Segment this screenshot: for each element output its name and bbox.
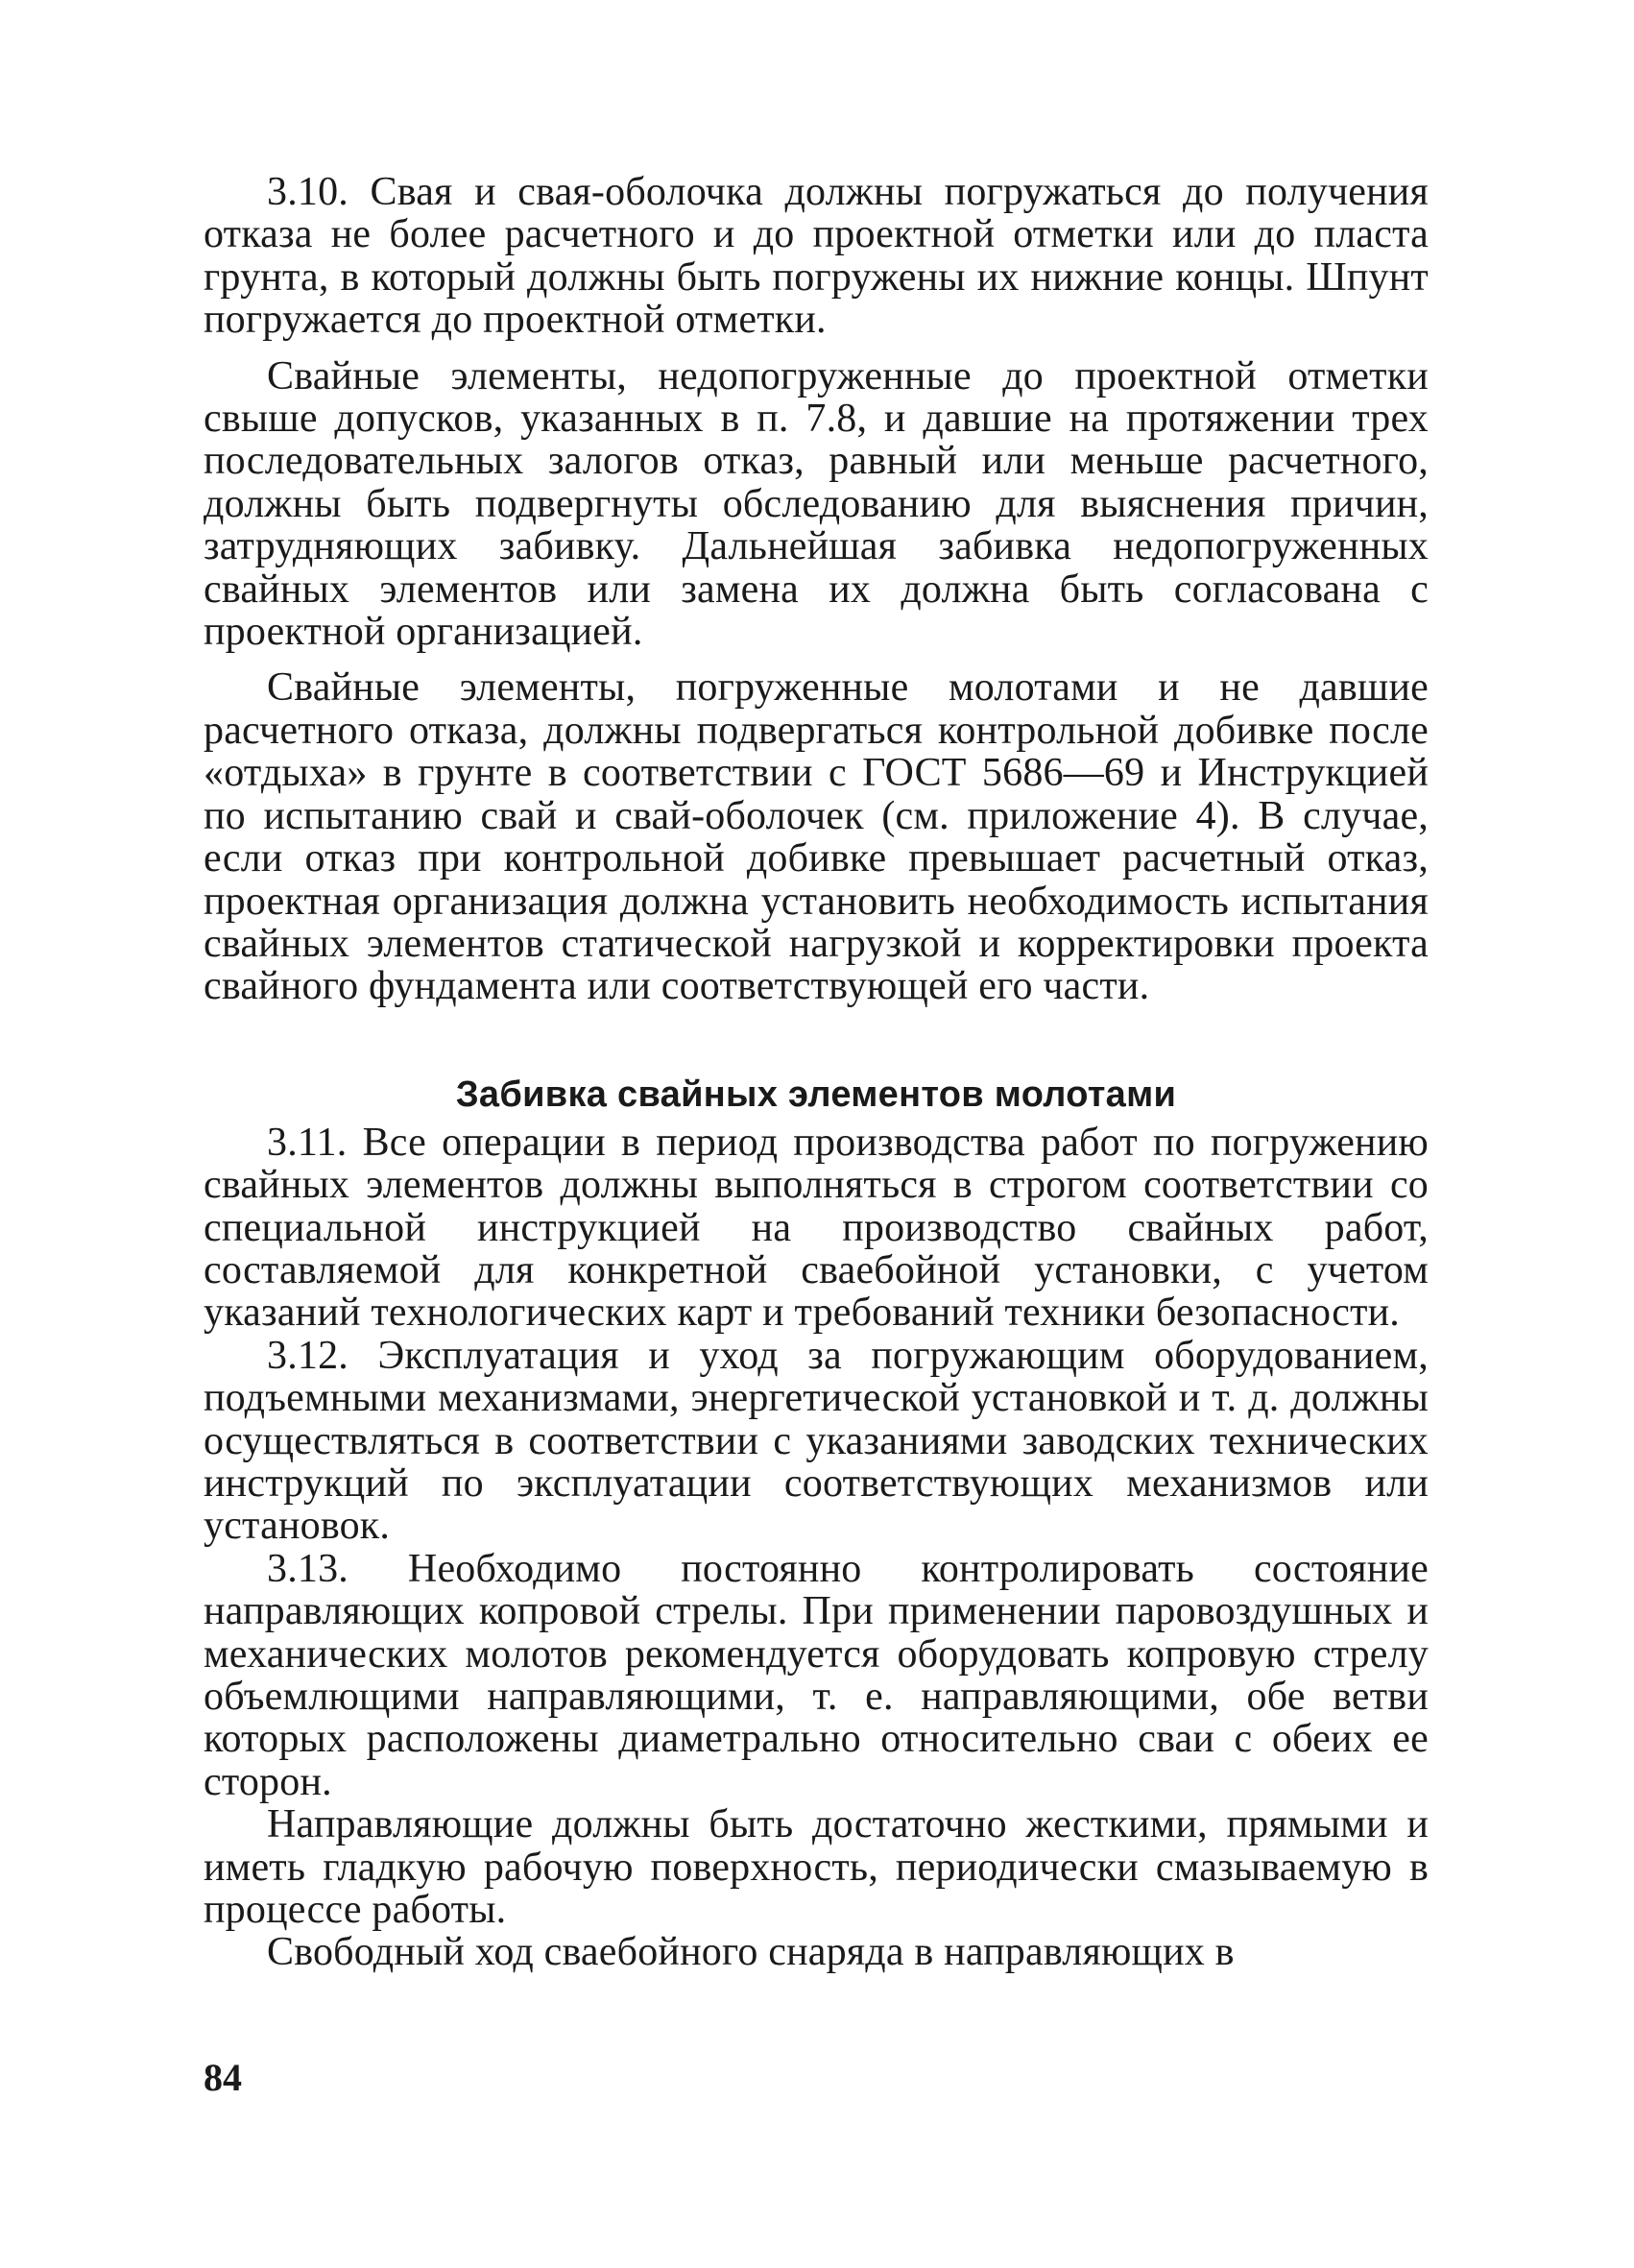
- paragraph-guides: Направляющие должны быть достаточно жесткими, прямыми и иметь гладкую рабочую поверхность, периодически смазываемую в процессе работы.: [204, 1802, 1429, 1933]
- paragraph-free-travel: Свободный ход сваебойного снаряда в направляющих в: [267, 1930, 1235, 1975]
- paragraph-control-redriving: Свайные элементы, погруженные молотами и не давшие расчетного отказа, должны подвергаться контрольной добивке после «отдыха» в грунте в соответствии с ГОСТ 5686—69 и Инструкцией по испытанию свай и свай-оболочек (см. приложение 4). В случае, если отказ при контрольной добивке превышает расчетный отказ, проектная организация должна установить необходимость испытания свайных элементов статической нагрузкой и корректировки проекта свайного фундамента или соответствующей его части.: [204, 665, 1429, 1009]
- paragraph-3-10: 3.10. Свая и свая-оболочка должны погружаться до получения отказа не более расчетного и до проектной отметки или до пласта грунта, в который должны быть погружены их нижние концы. Шпунт погружается до проектной отметки.: [204, 170, 1429, 343]
- page-number: 84: [204, 2056, 242, 2099]
- section-heading: Забивка свайных элементов молотами: [455, 1074, 1177, 1115]
- page-body: [204, 171, 1429, 1974]
- paragraph-underdriven-piles: Свайные элементы, недопогруженные до проектной отметки свыше допусков, указанных в п. 7.8, и давшие на протяжении трех последовательных залогов отказ, равный или меньше расчетного, должны быть подвергнуты обследованию для выяснения причин, затрудняющих забивку. Дальнейшая забивка недопогруженных свайных элементов или замена их должна быть согласована с проектной организацией.: [204, 353, 1429, 655]
- paragraph-3-13: 3.13. Необходимо постоянно контролировать состояние направляющих копровой стрелы. При применении паровоздушных и механических молотов рекомендуется оборудовать копровую стрелу объемлющими направляющими, т. е. направляющими, обе ветви которых расположены диаметрально относительно сваи с обеих ее сторон.: [204, 1546, 1429, 1804]
- paragraph-3-11: 3.11. Все операции в период производства работ по погружению свайных элементов должны выполняться в строгом соответствии со специальной инструкцией на производство свайных работ, составляемой для конкретной сваебойной установки, с учетом указаний технологических карт и требований техники безопасности.: [204, 1120, 1429, 1336]
- paragraph-3-12: 3.12. Эксплуатация и уход за погружающим оборудованием, подъемными механизмами, энергетической установкой и т. д. должны осуществляться в соответствии с указаниями заводских технических инструкций по эксплуатации соответствующих механизмов или установок.: [204, 1333, 1429, 1549]
